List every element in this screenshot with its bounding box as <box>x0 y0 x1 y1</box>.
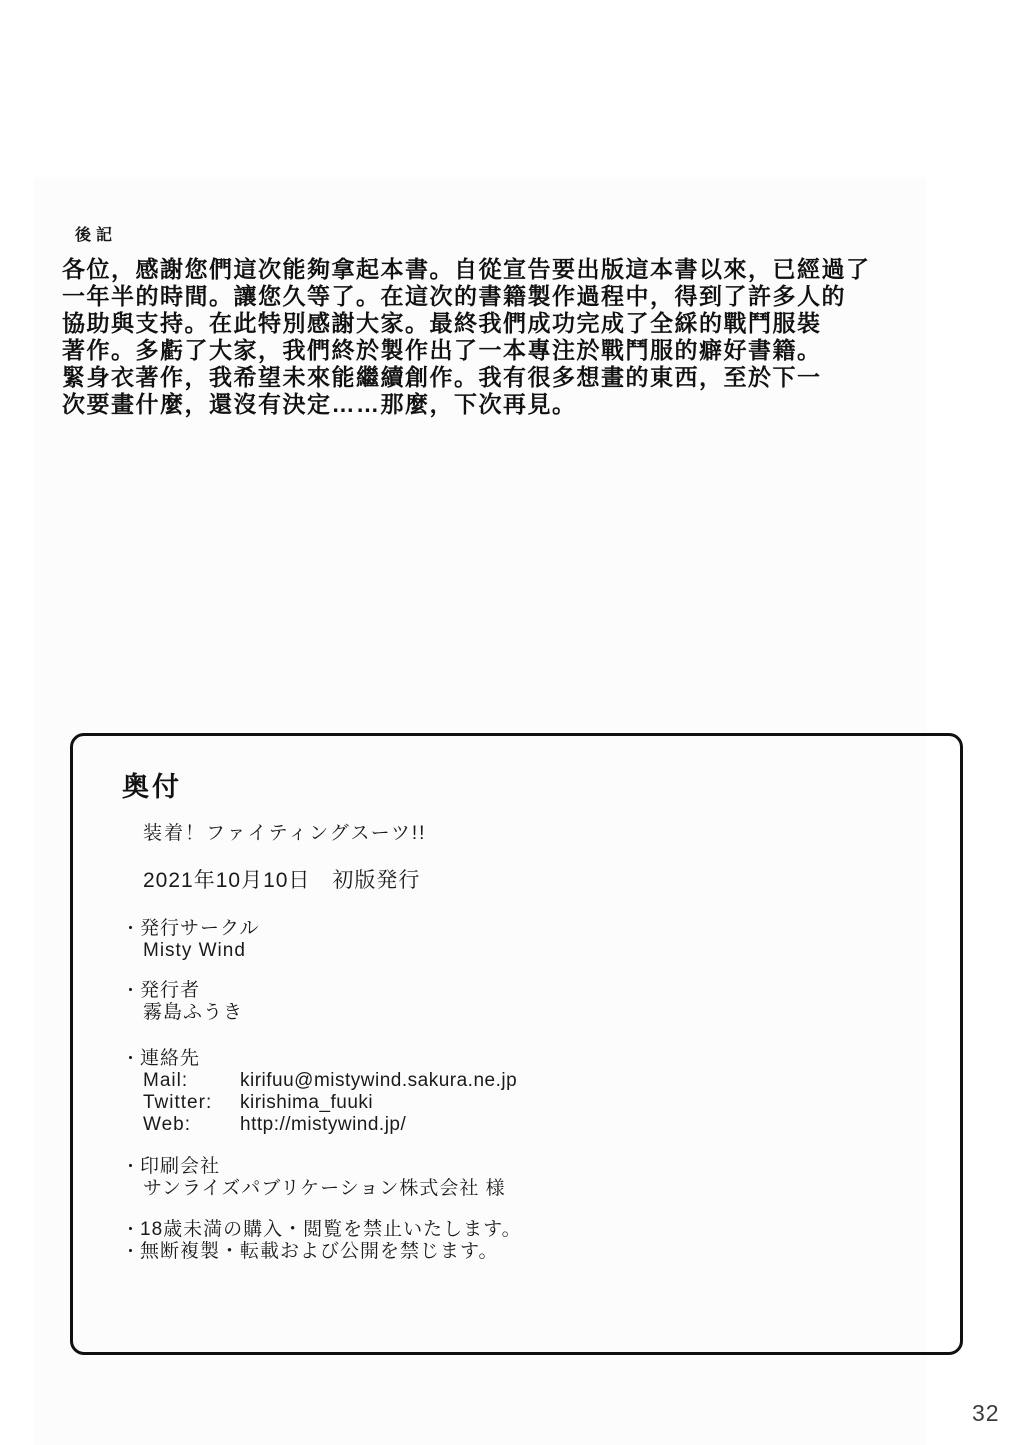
afterword-line: 協助與支持。在此特別感謝大家。最終我們成功完成了全綵的戰鬥服裝 <box>62 310 822 336</box>
afterword-line: 著作。多虧了大家，我們終於製作出了一本專注於戰鬥服的癖好書籍。 <box>62 337 822 363</box>
bullet-icon: ・ <box>122 1242 140 1261</box>
contact-mail-value: kirifuu@mistywind.sakura.ne.jp <box>240 1070 518 1091</box>
publisher-person-value: 霧島ふうき <box>143 1002 244 1023</box>
bullet-icon: ・ <box>122 1220 140 1239</box>
contact-twitter-row <box>143 1092 940 1114</box>
contact-twitter-key: Twitter: <box>143 1092 213 1113</box>
bullet-icon: ・ <box>122 981 140 1000</box>
afterword-heading: 後記 <box>75 227 118 244</box>
printer-label-row <box>122 1156 940 1178</box>
notice-age-restriction-text: 18歳未満の購入・閲覧を禁止いたします。 <box>140 1219 522 1240</box>
publish-date: 2021年10月10日 初版発行 <box>143 869 421 892</box>
colophon-box <box>70 733 963 1355</box>
contact-web-key: Web: <box>143 1114 192 1135</box>
printer-value: サンライズパブリケーション株式会社 様 <box>143 1178 506 1199</box>
publisher-circle-value: Misty Wind <box>143 940 246 961</box>
colophon-heading: 奥付 <box>122 772 182 802</box>
colophon-content <box>73 736 960 1263</box>
afterword-paragraph <box>62 256 932 418</box>
contact-mail-row <box>143 1070 940 1092</box>
bullet-icon: ・ <box>122 1157 140 1176</box>
contact-label: 連絡先 <box>140 1048 201 1069</box>
printer-label: 印刷会社 <box>140 1156 221 1177</box>
publisher-circle-label: 発行サークル <box>140 918 260 939</box>
afterword-line: 一年半的時間。讓您久等了。在這次的書籍製作過程中，得到了許多人的 <box>62 283 846 309</box>
contact-web-value: http://mistywind.jp/ <box>240 1114 407 1135</box>
notice-no-reproduction-text: 無断複製・転載および公開を禁じます。 <box>140 1241 499 1262</box>
contact-label-row <box>122 1048 940 1070</box>
notices-group <box>122 1219 940 1263</box>
afterword-line: 各位，感謝您們這次能夠拿起本書。自從宣告要出版這本書以來，已經過了 <box>62 256 871 282</box>
publisher-circle-label-row <box>122 918 940 940</box>
afterword-line: 緊身衣著作，我希望未來能繼續創作。我有很多想畫的東西，至於下一 <box>62 364 822 390</box>
page-number: 32 <box>972 1400 1000 1426</box>
contact-group <box>122 1048 940 1136</box>
publisher-circle-group <box>122 918 940 962</box>
publisher-person-group <box>122 980 940 1024</box>
publisher-person-label-row <box>122 980 940 1002</box>
bullet-icon: ・ <box>122 1049 140 1068</box>
contact-twitter-value: kirishima_fuuki <box>240 1092 374 1113</box>
book-title: 装着！ファイティングスーツ!! <box>143 823 427 844</box>
bullet-icon: ・ <box>122 919 140 938</box>
contact-web-row <box>143 1114 940 1136</box>
printer-group <box>122 1156 940 1200</box>
afterword-line: 次要畫什麼，還沒有決定……那麼，下次再見。 <box>62 391 577 417</box>
contact-mail-key: Mail: <box>143 1070 189 1091</box>
notice-age-restriction <box>122 1219 940 1241</box>
publisher-person-label: 発行者 <box>140 980 201 1001</box>
notice-no-reproduction <box>122 1241 940 1263</box>
